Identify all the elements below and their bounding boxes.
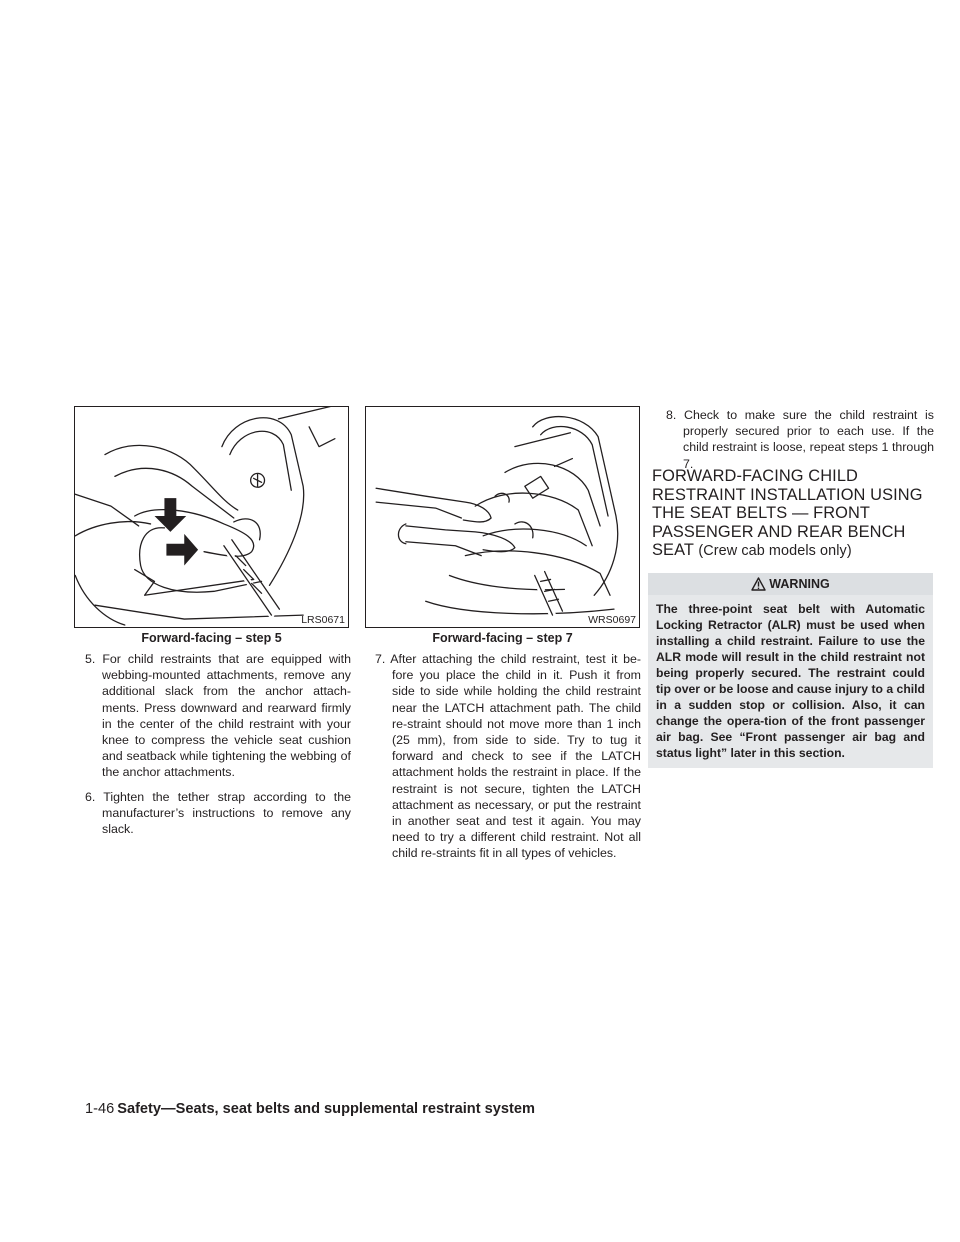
- warning-box: [648, 573, 933, 768]
- warning-header: [648, 573, 933, 595]
- section-title: Safety—Seats, seat belts and supplemental restraint system: [117, 1101, 535, 1117]
- figure-step-5: [74, 406, 349, 628]
- figure-code: LRS0671: [301, 614, 345, 626]
- page-number: 1-46: [85, 1101, 115, 1117]
- child-seat-compress-illustration: [75, 407, 348, 627]
- step-5: 5. For child restraints that are equipped with webbing-mounted attachments, remove any additional slack from the anchor attach-ments. Press downward and rearward firmly in the center of the child restraint with your knee to compress the vehicle seat cushion and seatback while tightening the webbing of the anchor attachments.: [85, 652, 351, 780]
- step-6: 6. Tighten the tether strap according to the manufacturer’s instructions to remove any slack.: [85, 789, 351, 837]
- section-heading: [652, 467, 937, 561]
- figure-step-7: [365, 406, 640, 628]
- figure-caption: Forward-facing – step 7: [432, 631, 573, 645]
- step-7: 7. After attaching the child restraint, test it be-fore you place the child in it. Push it from side to side while holding the child restraint near the LATCH attachment path. The child re-straint should not move more than 1 inch (25 mm), from side to side. Try to tug it forward and check to see if the LATCH attachment holds the restraint in place. If the restraint is not secure, tighten the LATCH attachment as necessary, or put the restraint in another seat and test it again. You may need to try a different child restraint. Not all child re-straints fit in all types of vehicles.: [375, 652, 641, 861]
- page-footer: [85, 1101, 535, 1117]
- step-8: 8. Check to make sure the child restraint is properly secured prior to each use. If the child restraint is loose, repeat steps 1 through 7.: [666, 408, 934, 471]
- warning-text: The three-point seat belt with Automatic Locking Retractor (ALR) must be used when installing a child restraint. Failure to use the ALR mode will result in the child restraint not being properly secured. The restraint could tip over or be loose and cause injury to a child in a sudden stop or collision. Also, it can change the opera-tion of the front passenger air bag. See “Front passenger air bag and status light” later in this section.: [648, 595, 933, 768]
- section-heading-main: FORWARD-FACING CHILD RESTRAINT INSTALLATION USING THE SEAT BELTS — FRONT PASSENGER AND REAR BENCH SEAT: [652, 467, 923, 560]
- warning-triangle-icon: [751, 577, 766, 591]
- figure-caption: Forward-facing – step 5: [141, 631, 282, 645]
- figure-code: WRS0697: [588, 614, 636, 626]
- child-seat-tug-test-illustration: [366, 407, 639, 627]
- section-heading-sub: (Crew cab models only): [698, 543, 852, 560]
- warning-title: WARNING: [769, 577, 830, 591]
- steps-list-col2: [375, 651, 641, 870]
- steps-list-col1: [85, 651, 351, 845]
